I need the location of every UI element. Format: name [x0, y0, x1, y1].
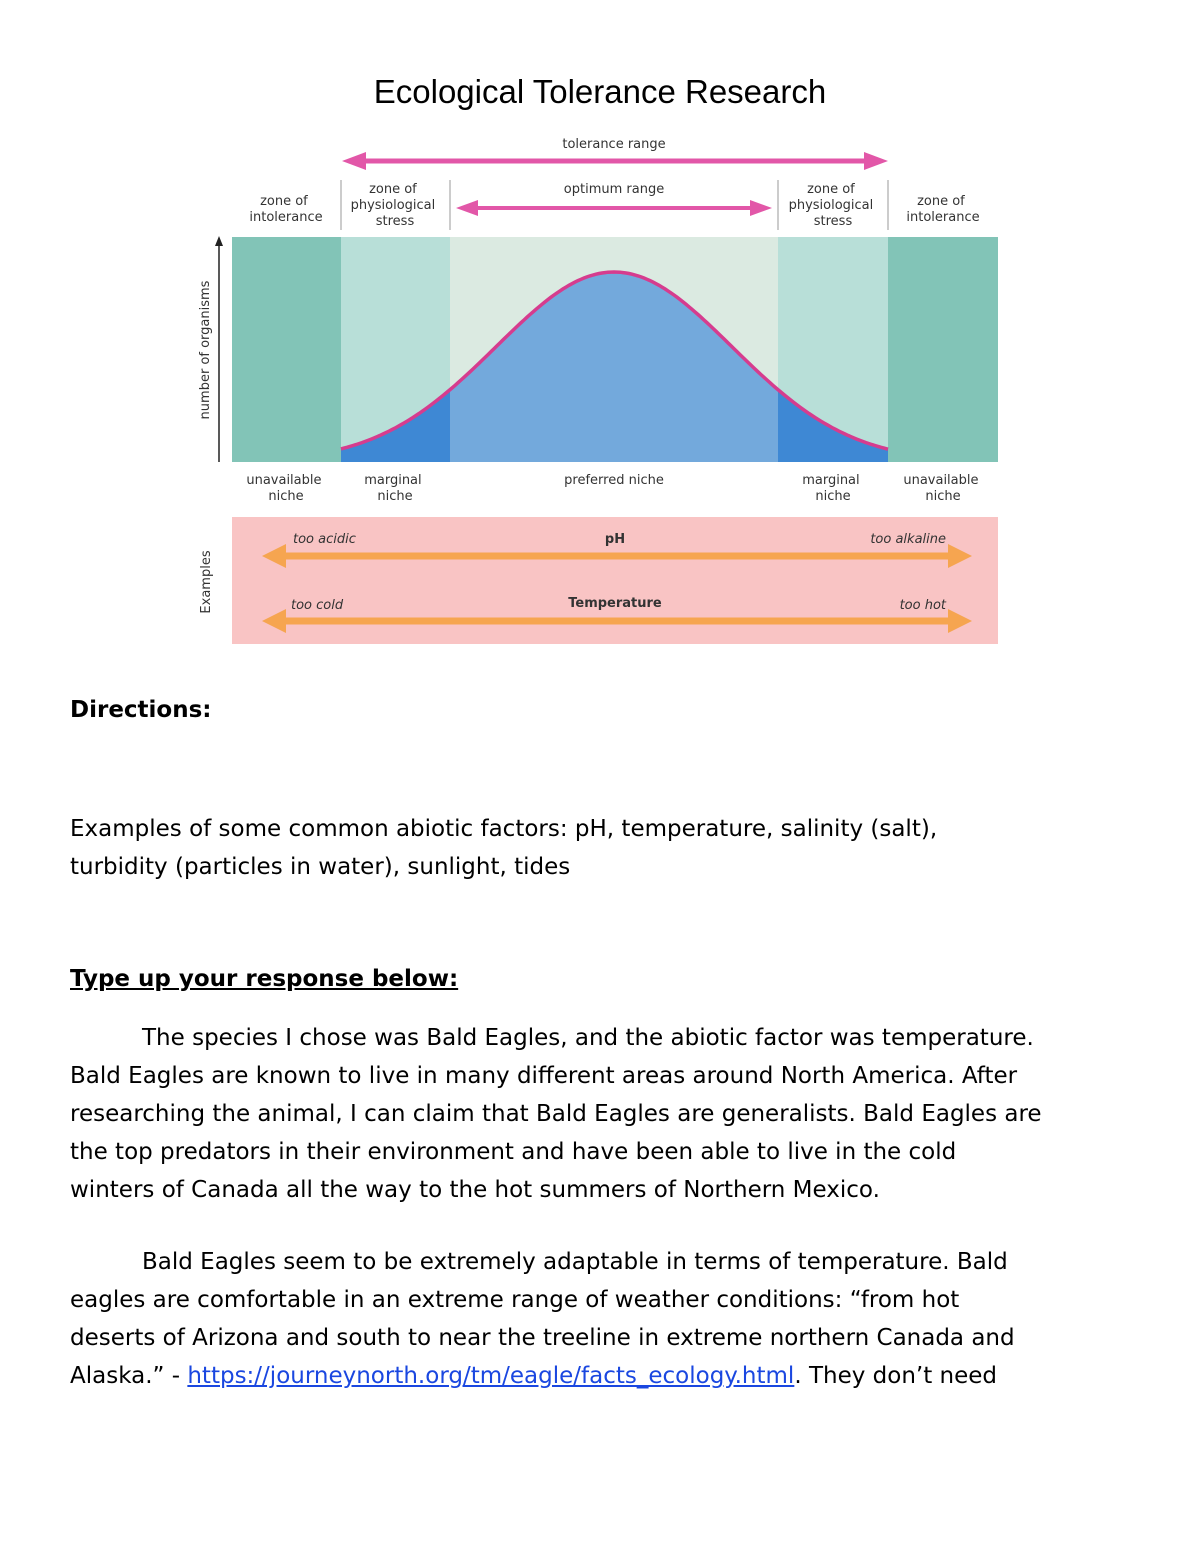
tolerance-figure [0, 0, 1200, 660]
ph-left-label: too acidic [293, 532, 356, 547]
niche-unavailable-left: unavailable niche [246, 473, 322, 504]
temperature-left-label: too cold [291, 598, 344, 613]
paragraph-line: winters of Canada all the way to the hot summers of Northern Mexico. [70, 1177, 880, 1203]
paragraph-line: deserts of Arizona and south to near the treeline in extreme northern Canada and [70, 1325, 1015, 1351]
response-heading: Type up your response below: [70, 966, 459, 992]
niche-marginal-left: marginal niche [364, 473, 422, 504]
ph-right-label: too alkaline [870, 532, 946, 547]
niche-unavailable-right: unavailable niche [903, 473, 979, 504]
paragraph-line: researching the animal, I can claim that Bald Eagles are generalists. Bald Eagles are [70, 1101, 1042, 1127]
niche-preferred: preferred niche [564, 473, 664, 488]
text-before-link: Alaska.” - [70, 1363, 188, 1389]
source-link[interactable]: https://journeynorth.org/tm/eagle/facts_ecology.html [187, 1363, 795, 1389]
zone-intolerance-left: zone of intolerance [249, 194, 323, 225]
paragraph-line [70, 1357, 1130, 1395]
zone-intolerance-right: zone of intolerance [906, 194, 980, 225]
tolerance-range-arrow [342, 152, 888, 170]
y-axis-label: number of organisms [198, 280, 213, 420]
examples-label: Examples [199, 550, 214, 614]
paragraph-line: eagles are comfortable in an extreme range of weather conditions: “from hot [70, 1287, 960, 1313]
abiotic-examples-line: turbidity (particles in water), sunlight, tides [70, 854, 571, 880]
temperature-right-label: too hot [899, 598, 946, 613]
page-title: Ecological Tolerance Research [373, 73, 827, 110]
tolerance-range-label: tolerance range [562, 137, 666, 152]
paragraph-line: Bald Eagles seem to be extremely adaptable in terms of temperature. Bald [142, 1249, 1008, 1275]
abiotic-examples [70, 810, 1130, 886]
paragraph-line: the top predators in their environment and have been able to live in the cold [70, 1139, 957, 1165]
directions-heading: Directions: [70, 697, 212, 723]
paragraph-line: Bald Eagles are known to live in many different areas around North America. After [70, 1063, 1018, 1089]
response-paragraph-2 [70, 1243, 1130, 1395]
zone-stress-left: zone of physiological stress [350, 182, 436, 229]
response-paragraph-1 [70, 1019, 1130, 1209]
zone-stress-right: zone of physiological stress [788, 182, 874, 229]
paragraph-line: The species I chose was Bald Eagles, and the abiotic factor was temperature. [142, 1025, 1034, 1051]
abiotic-examples-line: Examples of some common abiotic factors: pH, temperature, salinity (salt), [70, 816, 938, 842]
y-axis [215, 236, 223, 462]
niche-marginal-right: marginal niche [802, 473, 860, 504]
band-intolerance-right [888, 237, 998, 462]
ph-label: pH [604, 532, 626, 547]
temperature-label: Temperature [568, 596, 662, 611]
text-after-link: . They don’t need [794, 1363, 998, 1389]
optimum-range-label: optimum range [563, 182, 665, 197]
optimum-range-arrow [456, 200, 772, 216]
band-intolerance-left [232, 237, 341, 462]
